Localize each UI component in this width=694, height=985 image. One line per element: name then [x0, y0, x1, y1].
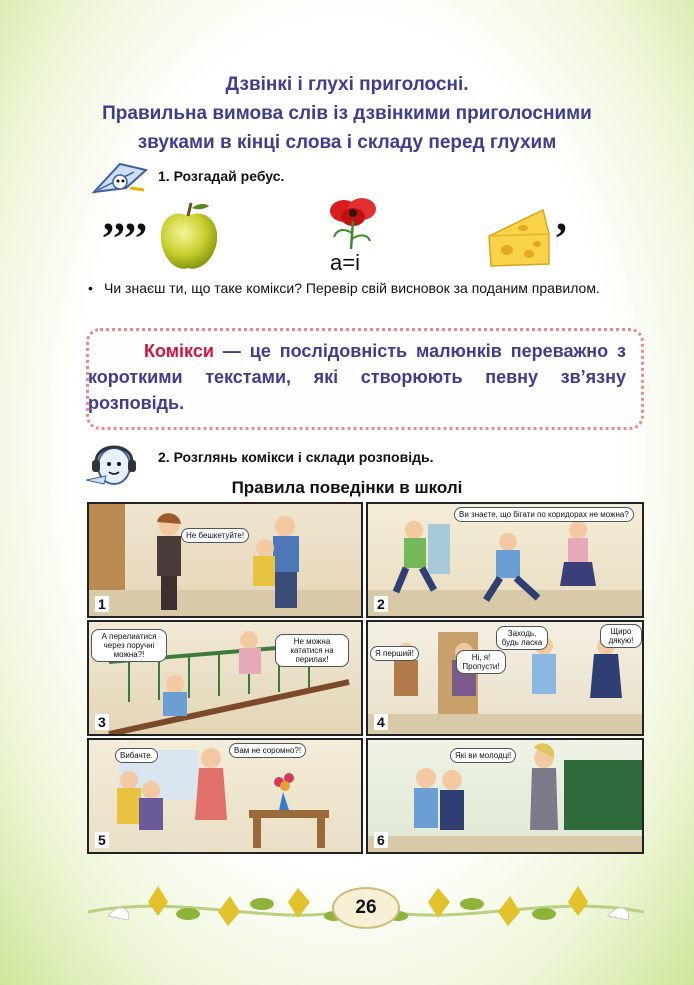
poppy-flower-image [322, 193, 384, 251]
comic-frame-1 [87, 502, 363, 618]
rule-text [88, 338, 626, 416]
frame-1-illustration [89, 504, 361, 616]
bullet-dot: • [88, 280, 93, 296]
speech-bubble: А перелиатися через поручні можна?! [91, 629, 167, 662]
comic-frame-2 [366, 502, 644, 618]
rebus-equation: a=i [330, 250, 360, 275]
rule-term: Комікси [144, 341, 214, 361]
comics-title: Правила поведінки в школі [231, 478, 463, 497]
title-line-2: Правильна вимова слів із дзвінкими приголосними [102, 103, 592, 124]
speech-bubble: Я перший! [370, 646, 419, 661]
speech-bubble: Не бешкетуйте! [181, 528, 249, 543]
task-1-label: 1. Розгадай ребус. [158, 168, 285, 184]
speech-bubble: Які ви молодці! [450, 748, 516, 763]
bullet-text: Чи знаєш ти, що таке комікси? Перевір свій висновок за поданим правилом. [104, 280, 600, 296]
speech-bubble: Не можна кататися на перилах! [275, 634, 349, 667]
comic-frame-5 [87, 738, 363, 854]
speech-bubble: Ні, я! Пропусти! [456, 650, 506, 674]
task-2-label: 2. Розглянь комікси і склади розповідь. [158, 449, 434, 465]
rule-definition: — це послідовність малюнків переважно з короткими текстами, які створюють певну зв’язну розповідь. [88, 341, 626, 413]
bullet-paragraph [88, 277, 644, 299]
lesson-title [60, 70, 634, 157]
speech-bubble: Ви знаєте, що бігати по коридорах не можна? [454, 507, 634, 522]
comic-frame-3 [87, 620, 363, 736]
frame-number: 2 [374, 596, 388, 612]
page-number: 26 [332, 887, 400, 929]
speech-bubble: Заходь, будь ласка [496, 626, 548, 650]
title-line-1: Дзвінкі і глухі приголосні. [225, 74, 469, 95]
frame-number: 1 [95, 596, 109, 612]
speech-bubble: Вибачте. [115, 748, 158, 763]
speech-bubble: Вам не соромно?! [229, 743, 306, 758]
comic-frame-6 [366, 738, 644, 854]
frame-number: 5 [95, 832, 109, 848]
frame-number: 6 [374, 832, 388, 848]
frame-number: 3 [95, 714, 109, 730]
rebus-comma-right: , [556, 191, 567, 240]
comic-frame-4 [366, 620, 644, 736]
frame-number: 4 [374, 714, 388, 730]
apple-image [155, 200, 221, 274]
rebus-commas-left: ,,,, [103, 191, 147, 240]
title-line-3: звуками в кінці слова і складу перед глухим [137, 132, 557, 153]
cheese-image [487, 206, 561, 270]
speech-bubble: Щиро дякую! [600, 624, 642, 648]
